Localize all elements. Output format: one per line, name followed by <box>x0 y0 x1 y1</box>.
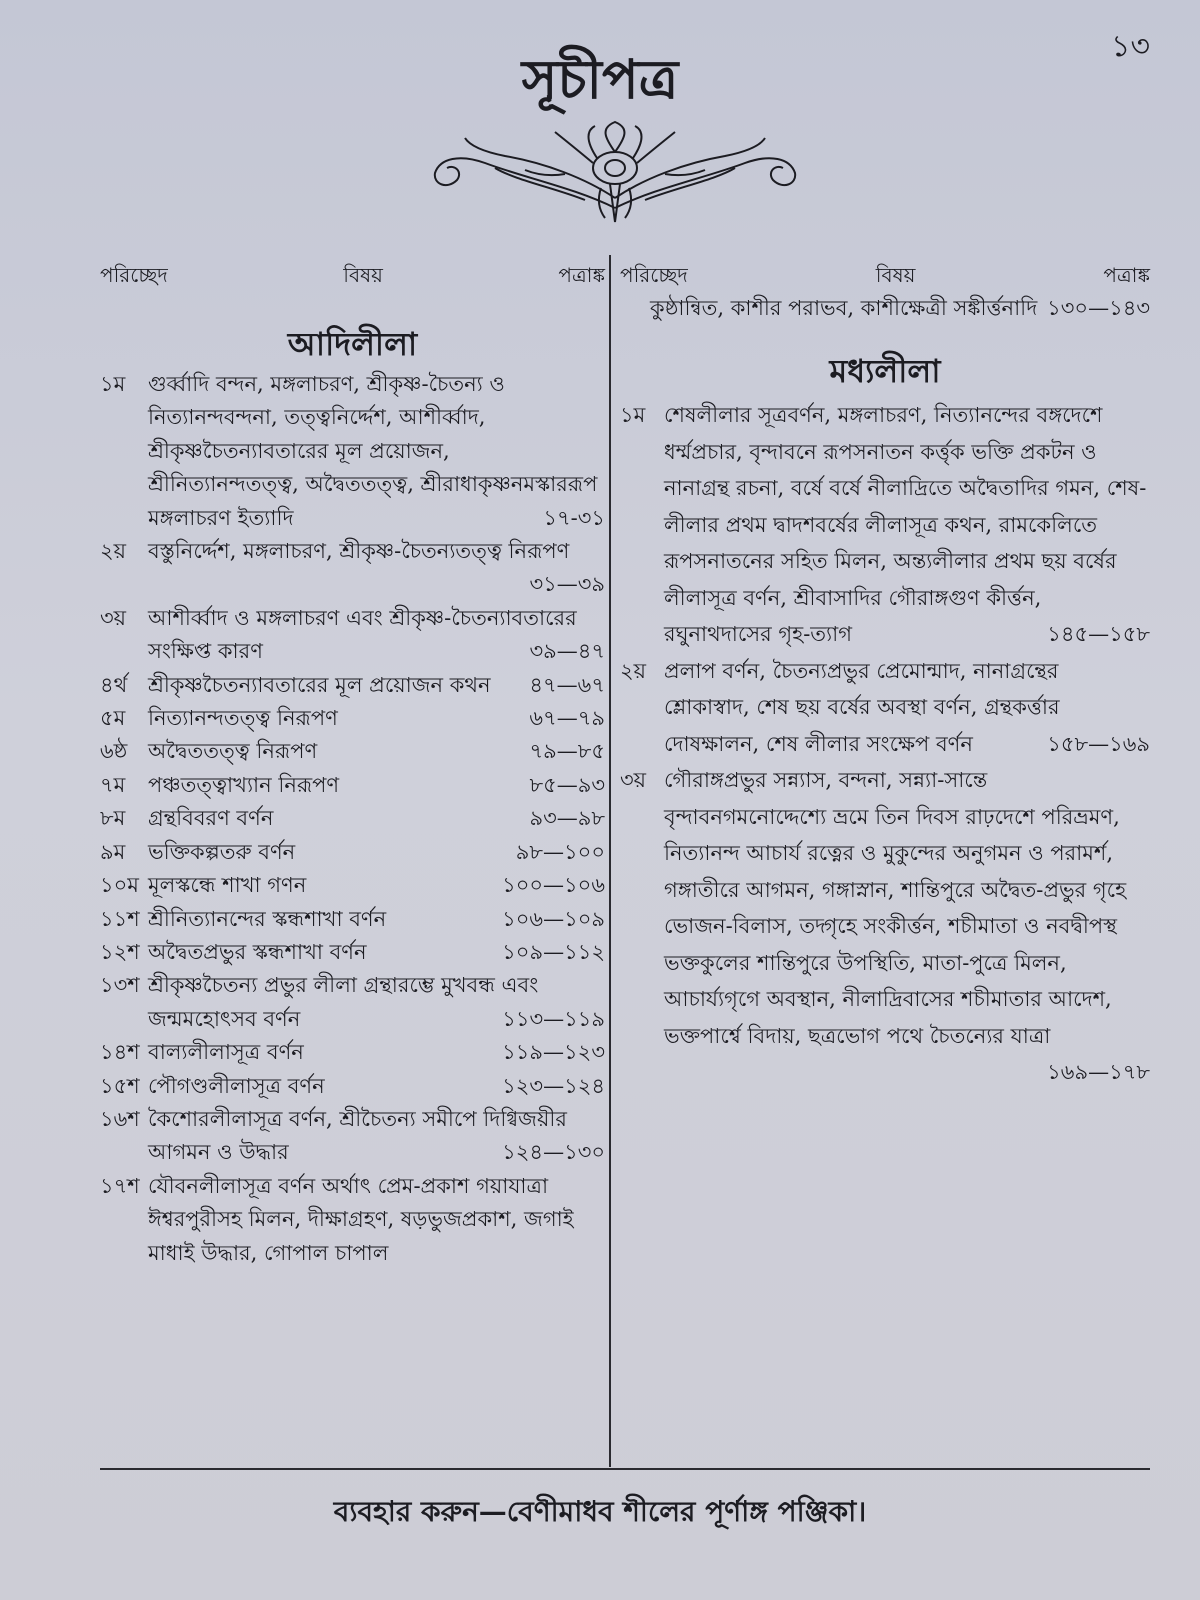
continuation-entry <box>620 292 1150 325</box>
entry-chapter-number: ১৩শ <box>100 973 140 998</box>
entry-body <box>148 903 605 936</box>
entry-subject: শ্রীকৃষ্ণচৈতন্য প্রভুর লীলা গ্রন্থারম্ভে মুখবন্ধ এবং জন্মমহোৎসব বর্ণন <box>148 973 539 1031</box>
page-title: সূচীপত্র <box>521 47 679 111</box>
header-chapter: পরিচ্ছেদ <box>620 263 688 287</box>
entry-pages: ১০০—১০৬ <box>502 873 605 898</box>
toc-entry <box>100 836 605 869</box>
entry-subject: গৌরাঙ্গপ্রভুর সন্ন্যাস, বন্দনা, সন্ন্যা-সান্তে বৃন্দাবনগমনোদ্দেশ্যে ভ্রমে তিন দিবস রাঢ়দেশে পরিভ্রমণ, নিত্যানন্দ আচার্য রত্নের ও মুকুন্দের অনুগমন ও পরামর্শ, গঙ্গাতীরে আগমন, গঙ্গাস্নান, শান্তিপুরে অদ্বৈত-প্রভুর গৃহে ভোজন-বিলাস, তদ্গৃহে সংকীর্ত্তন, শচীমাতা ও নবদ্বীপস্থ ভক্তকুলের শান্তিপুরে উপস্থিতি, মাতা-পুত্রে মিলন, আচার্য্যগৃগে অবস্থান, নীলাদ্রিবাসের শচীমাতার আদেশ, ভক্তপার্শ্বে বিদায়, ছত্রভোগ পথে চৈতন্যের যাত্রা <box>664 768 1127 1048</box>
entry-body <box>148 1036 605 1069</box>
column-divider <box>609 255 611 1467</box>
entry-subject: পৌগণ্ডলীলাসূত্র বর্ণন <box>148 1073 325 1098</box>
entry-pages: ৩১—৩৯ <box>529 572 605 597</box>
entry-pages: ১৪৫—১৫৮ <box>1047 622 1150 646</box>
entry-chapter-number: ১২শ <box>100 939 140 964</box>
left-column-header <box>100 258 605 292</box>
bottom-rule <box>100 1468 1150 1470</box>
entry-subject: বাল্যলীলাসূত্র বর্ণন <box>148 1040 304 1065</box>
entry-chapter-number: ৯ম <box>100 839 126 864</box>
toc-entry <box>100 969 605 1036</box>
entry-subject: গ্রন্থবিবরণ বর্ণন <box>148 806 274 831</box>
entry-body <box>664 653 1150 763</box>
toc-entry <box>100 535 605 602</box>
entry-pages: ১১৯—১২৩ <box>502 1040 605 1065</box>
entry-body <box>148 535 605 602</box>
entry-chapter-number: ৫ম <box>100 706 126 731</box>
header-subject: বিষয় <box>343 263 383 287</box>
entry-body <box>664 762 1150 1091</box>
right-entries <box>620 397 1150 1091</box>
entry-subject: অদ্বৈতপ্রভুর স্কন্ধশাখা বর্ণন <box>148 939 367 964</box>
entry-pages: ১২৪—১৩০ <box>502 1140 605 1165</box>
toc-entry <box>100 702 605 735</box>
entry-body <box>148 836 605 869</box>
entry-body <box>148 702 605 735</box>
entry-pages: ৯৮—১০০ <box>515 839 605 864</box>
entry-pages: ১৫৮—১৬৯ <box>1047 731 1150 756</box>
page-number: ১৩ <box>1111 29 1150 64</box>
entry-chapter-number: ১৪শ <box>100 1040 140 1065</box>
toc-entry <box>620 397 1150 653</box>
entry-subject: কৈশোরলীলাসূত্র বর্ণন, শ্রীচৈতন্য সমীপে দিগ্বিজয়ীর আগমন ও উদ্ধার <box>148 1106 567 1165</box>
entry-pages: ১০৬—১০৯ <box>502 906 605 931</box>
entry-pages: ৭৯—৮৫ <box>529 739 605 764</box>
entry-chapter-number: ১৭শ <box>100 1173 140 1198</box>
entry-pages: ৯৩—৯৮ <box>529 806 605 831</box>
header-chapter: পরিচ্ছেদ <box>100 263 168 287</box>
entry-body <box>148 936 605 969</box>
entry-chapter-number: ২য় <box>620 658 647 683</box>
left-entries <box>100 368 605 1270</box>
entry-body <box>148 735 605 768</box>
entry-chapter-number: ২য় <box>100 539 127 564</box>
toc-entry <box>100 903 605 936</box>
entry-subject: যৌবনলীলাসূত্র বর্ণন অর্থাৎ প্রেম-প্রকাশ গয়াযাত্রা ঈশ্বরপুরীসহ মিলন, দীক্ষাগ্রহণ, ষড়ভুজপ্রকাশ, জগাই মাধাই উদ্ধার, গোপাল চাপাল <box>148 1173 574 1265</box>
entry-pages: ১২৩—১২৪ <box>502 1073 605 1098</box>
entry-chapter-number: ৪র্থ <box>100 672 128 697</box>
entry-pages: ৩৯—৪৭ <box>529 639 605 664</box>
entry-body <box>148 1070 605 1103</box>
entry-chapter-number: ১ম <box>100 372 126 396</box>
toc-entry <box>100 1170 605 1270</box>
toc-entry <box>100 368 605 535</box>
toc-entry <box>100 1036 605 1069</box>
entry-chapter-number: ১৬শ <box>100 1106 140 1131</box>
continuation-text: কুষ্ঠান্বিত, কাশীর পরাভব, কাশীক্ষেত্রী সঙ্কীর্ত্তনাদি <box>650 296 1038 320</box>
toc-entry <box>100 1103 605 1170</box>
entry-chapter-number: ৩য় <box>100 605 127 630</box>
section-title-adilila: আদিলীলা <box>287 325 418 363</box>
toc-entry <box>100 802 605 835</box>
section-title-madhyalila: মধ্যলীলা <box>829 352 941 390</box>
entry-subject: প্রলাপ বর্ণন, চৈতন্যপ্রভুর প্রেমোন্মাদ, নানাগ্রন্থের শ্লোকাস্বাদ, শেষ ছয় বর্ষের অবস্থা বর্ণন, গ্রন্থকর্ত্তার দোষক্ষালন, শেষ লীলার সংক্ষেপ বর্ণন <box>664 658 1060 756</box>
entry-chapter-number: ৩য় <box>620 768 647 792</box>
toc-entry <box>100 1070 605 1103</box>
entry-subject: গুর্ব্বাদি বন্দন, মঙ্গলাচরণ, শ্রীকৃষ্ণ-চৈতন্য ও নিত্যানন্দবন্দনা, তত্ত্বনির্দ্দেশ, আশীর্ব্বাদ, শ্রীকৃষ্ণচৈতন্যাবতারের মূল প্রয়োজন, শ্রীনিত্যানন্দতত্ত্ব, অদ্বৈততত্ত্ব, শ্রীরাধাকৃষ্ণনমস্কাররূপ মঙ্গলাচরণ ইত্যাদি <box>148 372 598 530</box>
header-subject: বিষয় <box>875 263 916 287</box>
entry-subject: আশীর্ব্বাদ ও মঙ্গলাচরণ এবং শ্রীকৃষ্ণ-চৈতন্যাবতারের সংক্ষিপ্ত কারণ <box>148 605 577 664</box>
entry-body <box>148 368 605 535</box>
header-page: পত্রাঙ্ক <box>558 263 605 287</box>
entry-subject: ভক্তিকল্পতরু বর্ণন <box>148 839 296 864</box>
entry-chapter-number: ১ম <box>620 403 646 427</box>
toc-entry <box>620 653 1150 763</box>
entry-body <box>148 802 605 835</box>
entry-subject: বস্তুনির্দ্দেশ, মঙ্গলাচরণ, শ্রীকৃষ্ণ-চৈতন্যতত্ত্ব নিরূপণ <box>148 539 570 564</box>
ornament-icon <box>425 118 805 228</box>
entry-subject: মূলস্কন্ধে শাখা গণন <box>148 873 307 898</box>
header-page: পত্রাঙ্ক <box>1103 263 1150 287</box>
entry-subject: নিত্যানন্দতত্ত্ব নিরূপণ <box>148 706 338 731</box>
toc-entry <box>100 936 605 969</box>
entry-subject: শ্রীকৃষ্ণচৈতন্যাবতারের মূল প্রয়োজন কথন <box>148 672 491 697</box>
entry-subject: শেষলীলার সূত্রবর্ণন, মঙ্গলাচরণ, নিত্যানন্দের বঙ্গদেশে ধর্ম্মপ্রচার, বৃন্দাবনে রূপসনাতন কর্ত্তৃক ভক্তি প্রকটন ও নানাগ্রন্থ রচনা, বর্ষে বর্ষে নীলাদ্রিতে অদ্বৈতাদির গমন, শেষ-লীলার প্রথম দ্বাদশবর্ষের লীলাসূত্র কথন, রামকেলিতে রূপসনাতনের সহিত মিলন, অন্ত্যলীলার প্রথম ছয় বর্ষের লীলাসূত্র বর্ণন, শ্রীবাসাদির গৌরাঙ্গগুণ কীর্ত্তন, রঘুনাথদাসের গৃহ-ত্যাগ <box>664 403 1147 646</box>
toc-entry <box>100 735 605 768</box>
entry-body <box>148 869 605 902</box>
entry-body <box>664 397 1150 653</box>
entry-chapter-number: ১৫শ <box>100 1073 140 1098</box>
entry-subject: অদ্বৈততত্ত্ব নিরূপণ <box>148 739 318 764</box>
entry-pages: ৬৭—৭৯ <box>529 706 605 731</box>
entry-chapter-number: ৮ম <box>100 806 126 831</box>
entry-pages: ৪৭—৬৭ <box>529 672 605 697</box>
right-column <box>620 258 1150 1091</box>
footer-advert: ব্যবহার করুন—বেণীমাধব শীলের পূর্ণাঙ্গ পঞ্জিকা। <box>333 1495 867 1528</box>
entry-body <box>148 769 605 802</box>
entry-pages: ১০৯—১১২ <box>502 939 605 964</box>
entry-body <box>148 602 605 669</box>
entry-chapter-number: ১০ম <box>100 873 139 898</box>
entry-chapter-number: ৬ষ্ঠ <box>100 739 128 764</box>
toc-entry <box>100 602 605 669</box>
continuation-pages: ১৩০—১৪৩ <box>1047 296 1150 320</box>
right-column-header <box>620 258 1150 292</box>
entry-body <box>148 1103 605 1170</box>
entry-body <box>148 1170 605 1270</box>
entry-body <box>148 669 605 702</box>
entry-pages: ১৭-৩১ <box>543 505 605 530</box>
entry-chapter-number: ৭ম <box>100 772 126 797</box>
entry-body <box>148 969 605 1036</box>
left-column <box>100 258 605 1270</box>
entry-subject: শ্রীনিত্যানন্দের স্কন্ধশাখা বর্ণন <box>148 906 387 931</box>
toc-entry <box>620 762 1150 1091</box>
entry-pages: ১১৩—১১৯ <box>502 1006 605 1031</box>
toc-entry <box>100 869 605 902</box>
toc-entry <box>100 769 605 802</box>
toc-entry <box>100 669 605 702</box>
entry-pages: ৮৫—৯৩ <box>529 772 605 797</box>
entry-subject: পঞ্চতত্ত্বাখ্যান নিরূপণ <box>148 772 340 797</box>
entry-pages: ১৬৯—১৭৮ <box>1047 1060 1150 1084</box>
entry-chapter-number: ১১শ <box>100 906 140 931</box>
